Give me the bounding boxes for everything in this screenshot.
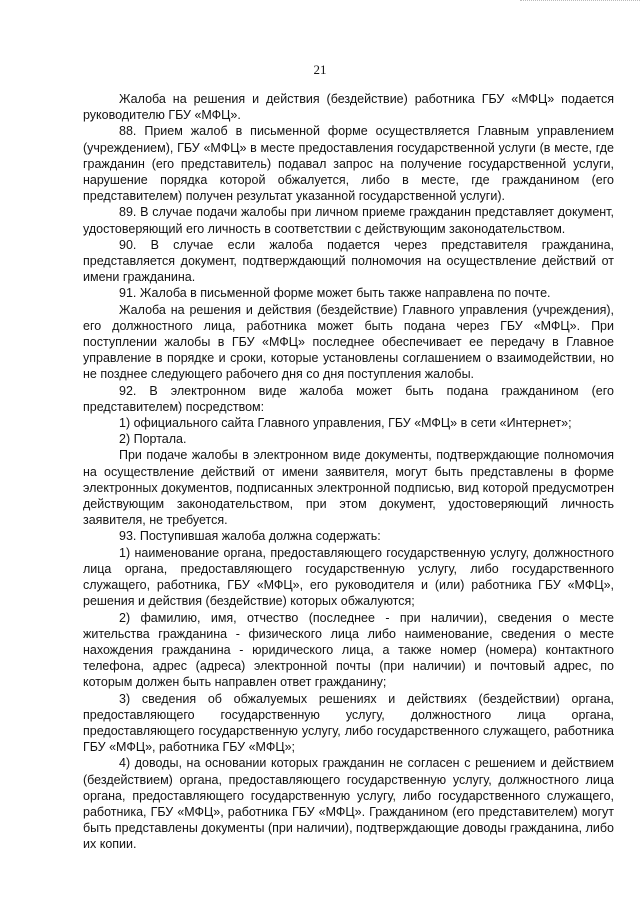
list-item: 3) сведения об обжалуемых решениях и действиях (бездействии) органа, предоставляющего государственную услугу, должностного лица органа, предоставляющего государственную услугу, либо государственного служащего, работника ГБУ «МФЦ», работника ГБУ «МФЦ»;: [83, 691, 614, 755]
paragraph: Жалоба на решения и действия (бездействие) работника ГБУ «МФЦ» подается руководителю ГБУ «МФЦ».: [83, 92, 614, 123]
list-item: 2) фамилию, имя, отчество (последнее - при наличии), сведения о месте жительства гражданина - физического лица либо наименование, сведения о месте нахождения гражданина - юридического лица, а также номер (номера) контактного телефона, адрес (адреса) электронной почты (при наличии) и почтовый адрес, по которым должен быть направлен ответ гражданину;: [83, 610, 614, 690]
paragraph-92: 92. В электронном виде жалоба может быть подана гражданином (его представителем) посредством:: [83, 383, 614, 414]
paragraph-91: 91. Жалоба в письменной форме может быть также направлена по почте.: [119, 286, 551, 301]
paragraph-89: 89. В случае подачи жалобы при личном приеме гражданин представляет документ, удостоверяющий его личность в соответствии с действующим законодательством.: [83, 205, 614, 236]
paragraph: Жалоба на решения и действия (бездействие) Главного управления (учреждения), его должностного лица, работника может быть подана через ГБУ «МФЦ». При поступлении жалобы в ГБУ «МФЦ» последнее обеспечивает ее передачу в Главное управление в порядке и сроки, которые установлены соглашением о взаимодействии, но не позднее следующего рабочего дня со дня поступления жалобы.: [83, 302, 614, 382]
paragraph-88: 88. Прием жалоб в письменной форме осуществляется Главным управлением (учреждением), ГБУ «МФЦ» в месте предоставления государственной услуги (в месте, где гражданин (его представитель) подавал запрос на получение государственной услуги, нарушение порядка которой обжалуется, либо в месте, где гражданином (его представителем) получен результат указанной государственной услуги).: [83, 124, 614, 204]
paragraph-90: 90. В случае если жалоба подается через представителя гражданина, представляется документ, подтверждающий полномочия на осуществление действий от имени гражданина.: [83, 237, 614, 285]
document-body: [83, 91, 614, 853]
list-item: 4) доводы, на основании которых гражданин не согласен с решением и действием (бездействием) органа, предоставляющего государственную услугу, должностного лица органа, предоставляющего государственную услугу, либо государственного служащего, работника, ГБУ «МФЦ», работника ГБУ «МФЦ». Гражданином (его представителем) могут быть представлены документы (при наличии), подтверждающие доводы гражданина, либо их копии.: [83, 756, 614, 852]
list-item: 1) официального сайта Главного управления, ГБУ «МФЦ» в сети «Интернет»;: [119, 416, 572, 431]
list-item: 2) Портала.: [119, 432, 187, 447]
scan-edge-mark: [520, 0, 640, 4]
paragraph-93: 93. Поступившая жалоба должна содержать:: [119, 529, 381, 544]
page-number: 21: [313, 62, 327, 77]
paragraph: При подаче жалобы в электронном виде документы, подтверждающие полномочия на осуществление действий от имени заявителя, могут быть представлены в форме электронных документов, подписанных электронной подписью, вид которой предусмотрен действующим законодательством, при этом документ, удостоверяющий личность заявителя, не требуется.: [83, 448, 614, 528]
list-item: 1) наименование органа, предоставляющего государственную услугу, должностного лица органа, предоставляющего государственную услугу, либо государственного служащего, работника, ГБУ «МФЦ», его руководителя и (или) работника ГБУ «МФЦ», решения и действия (бездействие) которых обжалуются;: [83, 545, 614, 609]
